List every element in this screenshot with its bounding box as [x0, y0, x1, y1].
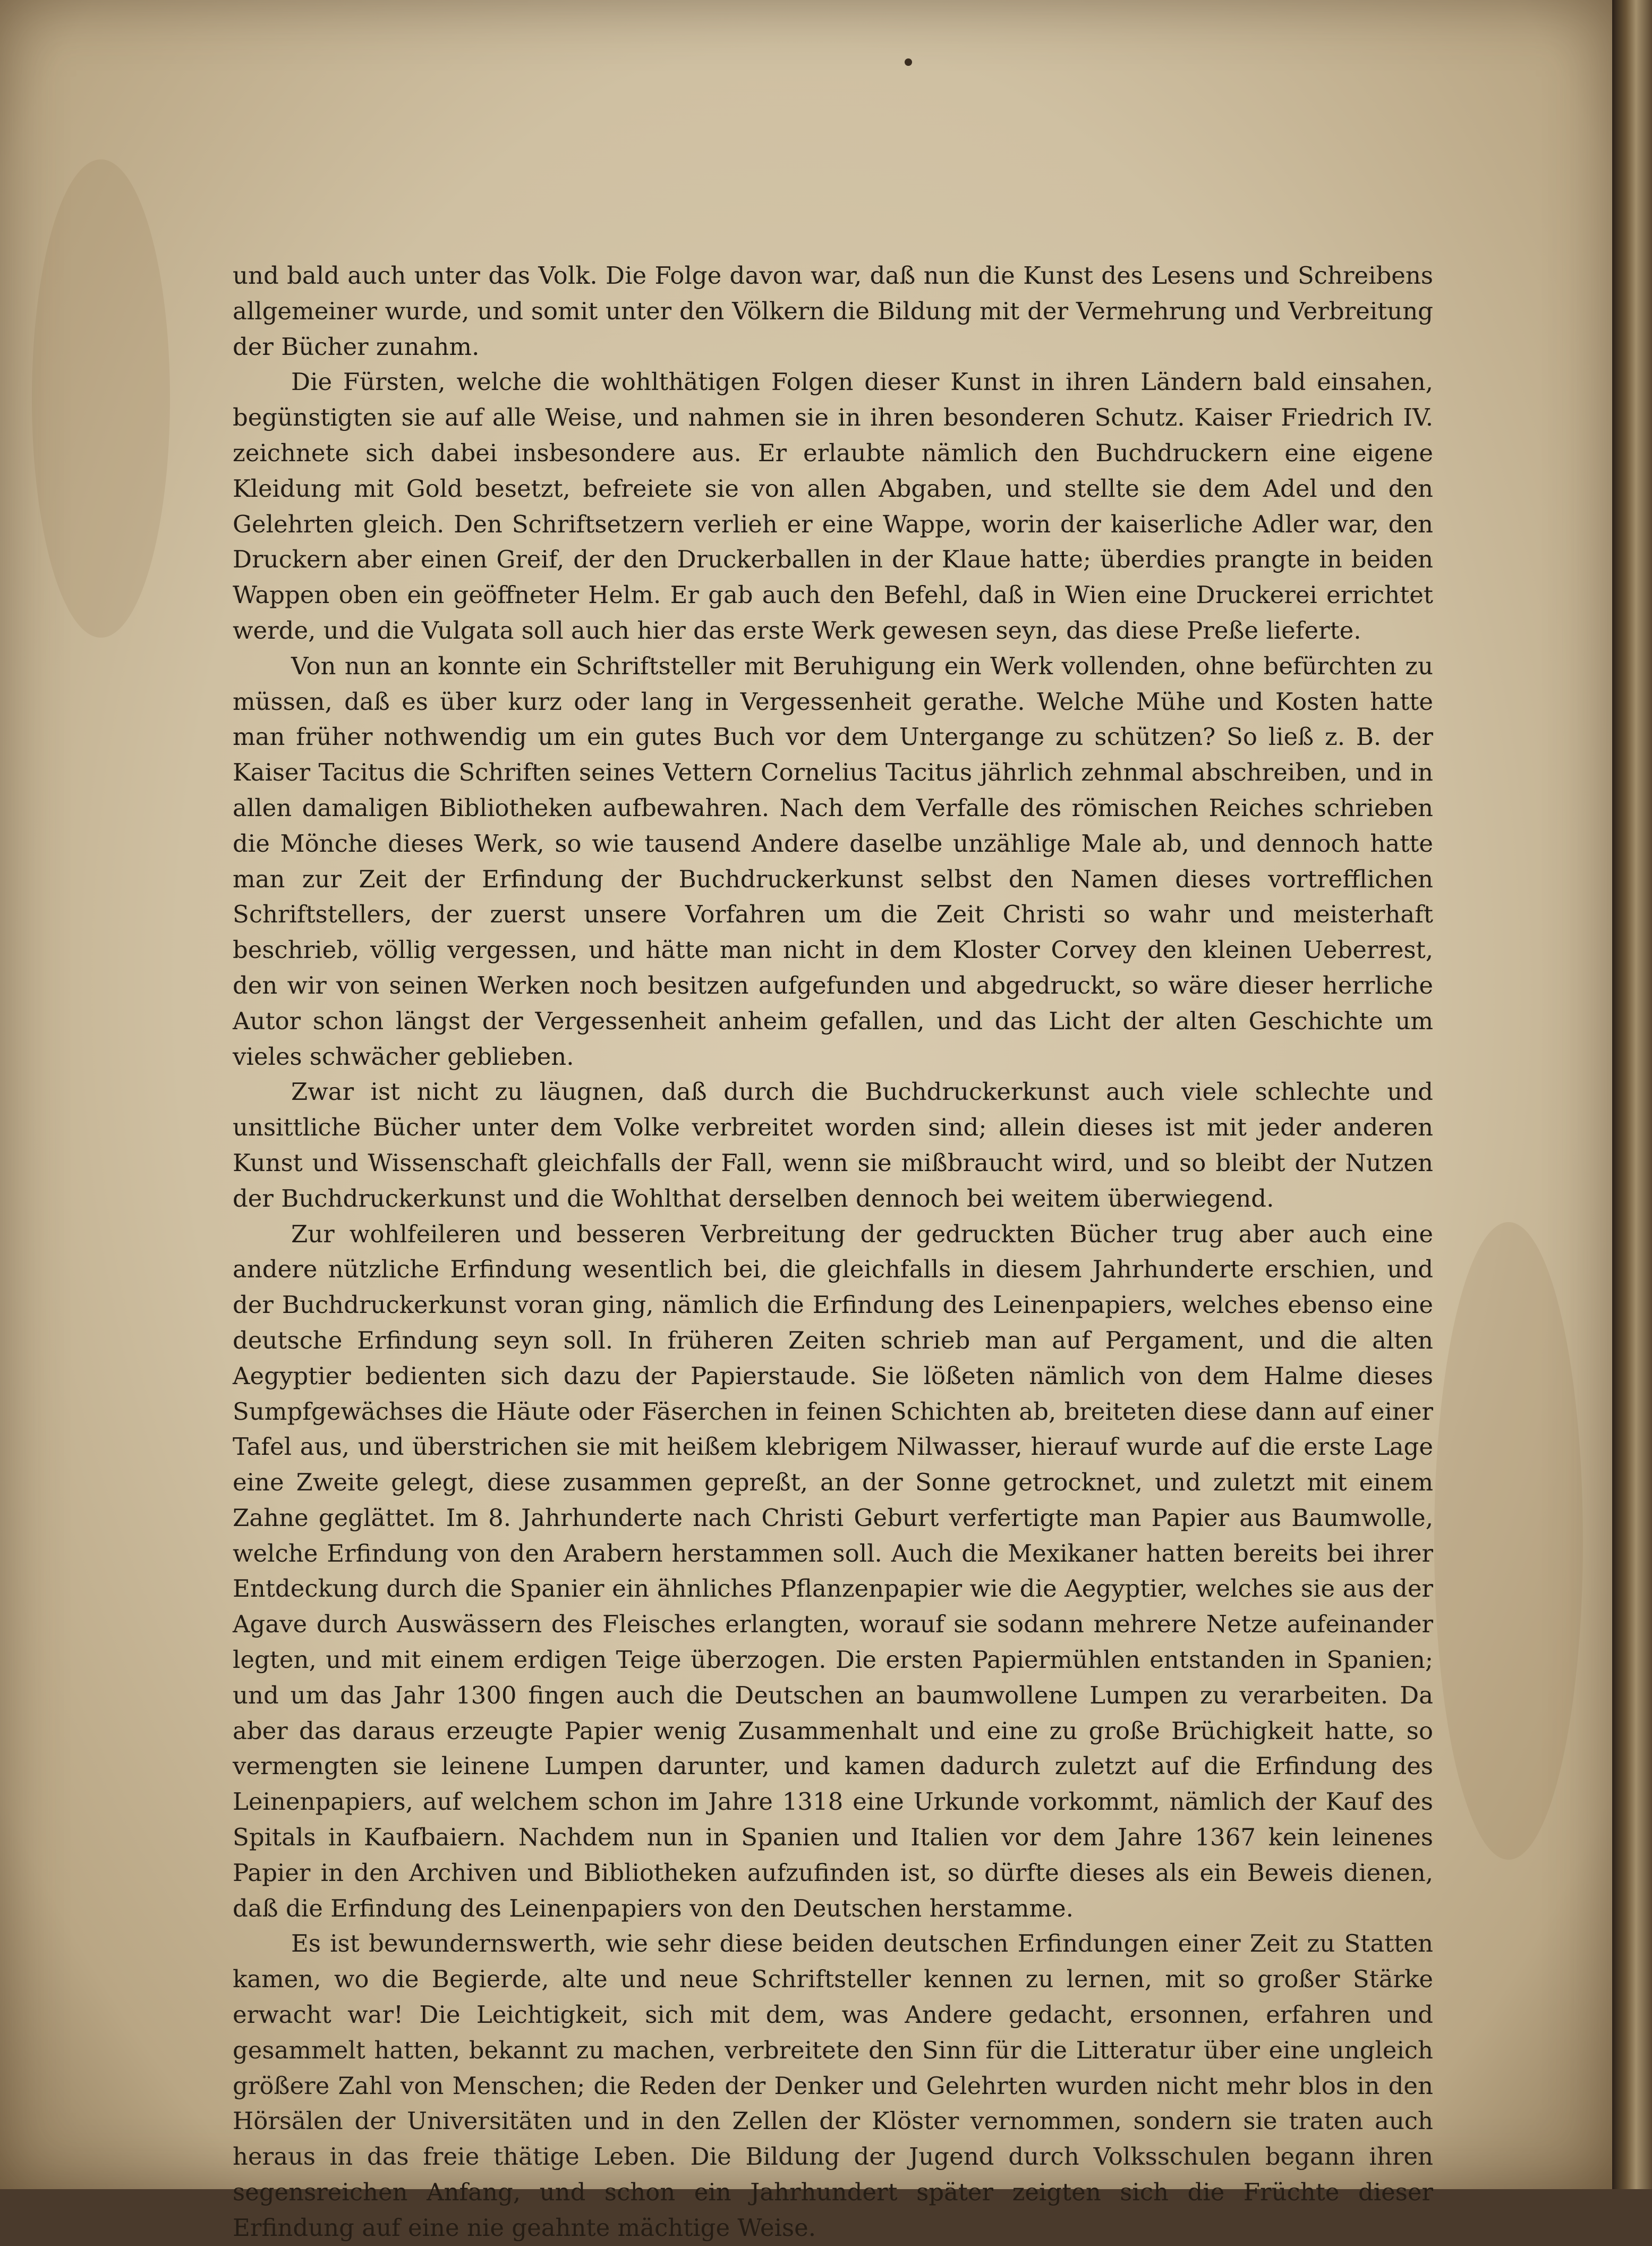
- paragraph: Zwar ist nicht zu läugnen, daß durch die Buchdruckerkunst auch viele schlechte und unsittliche Bücher unter dem Volke verbreitet worden sind; allein dieses ist mit jeder anderen Kunst und Wissenschaft gleichfalls der Fall, wenn sie mißbraucht wird, und so bleibt der Nutzen der Buchdruckerkunst und die Wohlthat derselben dennoch bei weitem überwiegend.: [233, 1078, 1433, 1213]
- paragraph: Von nun an konnte ein Schriftsteller mit Beruhigung ein Werk vollenden, ohne befürchten zu müssen, daß es über kurz oder lang in Vergessenheit gerathe. Welche Mühe und Kosten hatte man früher nothwendig um ein gutes Buch vor dem Untergange zu schützen? So ließ z. B. der Kaiser Tacitus die Schriften seines Vettern Cornelius Tacitus jährlich zehnmal abschreiben, und in allen damaligen Bibliotheken aufbewahren. Nach dem Verfalle des römischen Reiches schrieben die Mönche dieses Werk, so wie tausend Andere daselbe unzählige Male ab, und dennoch hatte man zur Zeit der Erfindung der Buchdruckerkunst selbst den Namen dieses vortrefflichen Schriftstellers, der zuerst unsere Vorfahren um die Zeit Christi so wahr und meisterhaft beschrieb, völlig vergessen, und hätte man nicht in dem Kloster Corvey den kleinen Ueberrest, den wir von seinen Werken noch besitzen aufgefunden und abgedruckt, so wäre dieser herrliche Autor schon längst der Vergessenheit anheim gefallen, und das Licht der alten Geschichte um vieles schwächer geblieben.: [233, 651, 1433, 1071]
- page-stain: [1434, 1222, 1583, 1860]
- ink-dot: [905, 58, 912, 66]
- paragraph: und bald auch unter das Volk. Die Folge davon war, daß nun die Kunst des Lesens und Schreibens allgemeiner wurde, und somit unter den Völkern die Bildung mit der Vermehrung und Verbreitung der Bücher zunahm.: [233, 261, 1433, 361]
- page-text-block: [233, 258, 1433, 2246]
- paragraph: Zur wohlfeileren und besseren Verbreitung der gedruckten Bücher trug aber auch eine andere nützliche Erfindung wesentlich bei, die gleichfalls in diesem Jahrhunderte erschien, und der Buchdruckerkunst voran ging, nämlich die Erfindung des Leinenpapiers, welches ebenso eine deutsche Erfindung seyn soll. In früheren Zeiten schrieb man auf Pergament, und die alten Aegyptier bedienten sich dazu der Papierstaude. Sie lößeten nämlich von dem Halme dieses Sumpfgewächses die Häute oder Fäserchen in feinen Schichten ab, breiteten diese dann auf einer Tafel aus, und überstrichen sie mit heißem klebrigem Nilwasser, hierauf wurde auf die erste Lage eine Zweite gelegt, diese zusammen gepreßt, an der Sonne getrocknet, und zuletzt mit einem Zahne geglättet. Im 8. Jahrhunderte nach Christi Geburt verfertigte man Papier aus Baumwolle, welche Erfindung von den Arabern herstammen soll. Auch die Mexikaner hatten bereits bei ihrer Entdeckung durch die Spanier ein ähnliches Pflanzenpapier wie die Aegyptier, welches sie aus der Agave durch Auswässern des Fleisches erlangten, worauf sie sodann mehrere Netze aufeinander legten, und mit einem erdigen Teige überzogen. Die ersten Papiermühlen entstanden in Spanien; und um das Jahr 1300 fingen auch die Deutschen an baumwollene Lumpen zu verarbeiten. Da aber das daraus erzeugte Papier wenig Zusammenhalt und eine zu große Brüchigkeit hatte, so vermengten sie leinene Lumpen darunter, und kamen dadurch zuletzt auf die Erfindung des Leinenpapiers, auf welchem schon im Jahre 1318 eine Urkunde vorkommt, nämlich der Kauf des Spitals in Kaufbaiern. Nachdem nun in Spanien und Italien vor dem Jahre 1367 kein leinenes Papier in den Archiven und Bibliotheken aufzufinden ist, so dürfte dieses als ein Beweis dienen, daß die Erfindung des Leinenpapiers von den Deutschen herstamme.: [233, 1219, 1433, 1922]
- book-spine: [1612, 0, 1652, 2189]
- paragraph: Es ist bewundernswerth, wie sehr diese beiden deutschen Erfindungen einer Zeit zu Statten kamen, wo die Begierde, alte und neue Schriftsteller kennen zu lernen, mit so großer Stärke erwacht war! Die Leichtigkeit, sich mit dem, was Andere gedacht, ersonnen, erfahren und gesammelt hatten, bekannt zu machen, verbreitete den Sinn für die Litteratur über eine ungleich größere Zahl von Menschen; die Reden der Denker und Gelehrten wurden nicht mehr blos in den Hörsälen der Universitäten und in den Zellen der Klöster vernommen, sondern sie traten auch heraus in das freie thätige Leben. Die Bildung der Jugend durch Volksschulen begann ihren segensreichen Anfang, und schon ein Jahrhundert später zeigten sich die Früchte dieser Erfindung auf eine nie geahnte mächtige Weise.: [233, 1929, 1433, 2242]
- paragraph: Die Fürsten, welche die wohlthätigen Folgen dieser Kunst in ihren Ländern bald einsahen, begünstigten sie auf alle Weise, und nahmen sie in ihren besonderen Schutz. Kaiser Friedrich IV. zeichnete sich dabei insbesondere aus. Er erlaubte nämlich den Buchdruckern eine eigene Kleidung mit Gold besetzt, befreiete sie von allen Abgaben, und stellte sie dem Adel und den Gelehrten gleich. Den Schriftsetzern verlieh er eine Wappe, worin der kaiserliche Adler war, den Druckern aber einen Greif, der den Druckerballen in der Klaue hatte; überdies prangte in beiden Wappen oben ein geöffneter Helm. Er gab auch den Befehl, daß in Wien eine Druckerei errichtet werde, und die Vulgata soll auch hier das erste Werk gewesen seyn, das diese Preße lieferte.: [233, 368, 1433, 645]
- page-stain: [32, 159, 170, 638]
